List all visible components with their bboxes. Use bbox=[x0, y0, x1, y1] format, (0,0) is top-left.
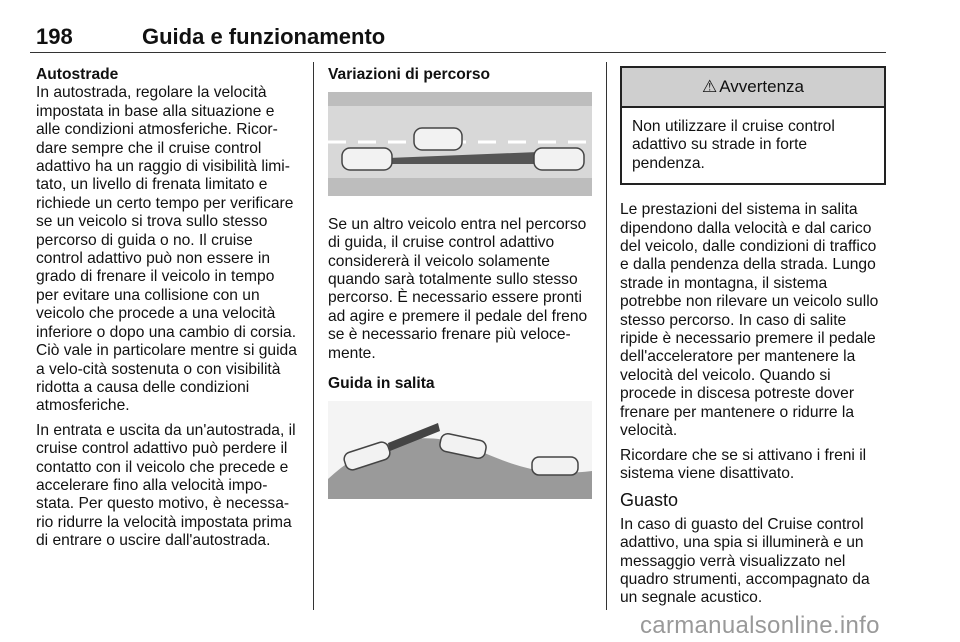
heading-variazioni: Variazioni di percorso bbox=[328, 66, 491, 83]
warning-header bbox=[622, 68, 884, 108]
section-title: Guida e funzionamento bbox=[142, 24, 386, 49]
hill-driving-illustration bbox=[328, 401, 592, 499]
heading-guida-in-salita: Guida in salita bbox=[328, 375, 435, 393]
paragraph-salita-1: Le prestazioni del sistema in salita dipendono dalla velocità e dal carico del veicolo, dalle condizioni di traffico e dalla pendenza della strada. Lungo strade in montagna, il sistema potrebbe non rilevare un veicolo sullo stesso percorso. In caso di salite ripide è necessario premere il pedale dell'acceleratore per mantenere la velocità del veicolo. Quando si procede in discesa potreste dover frenare per mantenere o ridurre la velocità. bbox=[620, 201, 879, 440]
column-middle bbox=[328, 66, 592, 519]
page-header bbox=[30, 24, 890, 52]
column-left bbox=[36, 66, 300, 557]
heading-guasto: Guasto bbox=[620, 490, 679, 511]
lane-change-illustration bbox=[328, 92, 592, 196]
page-number: 198 bbox=[36, 24, 73, 49]
heading-autostrade: Autostrade bbox=[36, 66, 119, 83]
paragraph-variazioni: Se un altro veicolo entra nel percorso di guida, il cruise control adattivo considererà il veicolo solamente quando sarà totalmente sullo stesso percorso. È necessario essere pronti ad agire e premere il pedale del freno se è necessario frenare più veloce-mente. bbox=[328, 215, 588, 362]
column-divider-1 bbox=[313, 62, 314, 610]
paragraph-autostrade-1: In autostrada, regolare la velocità impostata in base alla situazione e alle condizioni atmosferiche. Ricor-dare sempre che il cruise control adattivo ha un raggio di visibilità limi-tato, un livello di frenata limitato e richiede un certo tempo per verificare se un veicolo si trova sullo stesso percorso di guida o no. Il cruise control adattivo può non essere in grado di frenare il veicolo in tempo per evitare una collisione con un veicolo che procede a una velocità inferiore o dopo una cambio di corsia. Ciò vale in particolare mentre si guida a velo-cità sostenuta o con visibilità ridotta a causa delle condizioni atmosferiche. bbox=[36, 84, 297, 415]
warning-box bbox=[620, 66, 886, 185]
paragraph-autostrade-2: In entrata e uscita da un'autostrada, il cruise control adattivo può perdere il contatto con il veicolo che precede e accelerare fino alla velocità impo-stata. Per questo motivo, è necessa-rio ridurre la velocità impostata prima di entrare o uscire dall'autostrada. bbox=[36, 421, 296, 550]
warning-triangle-icon: ⚠ bbox=[702, 76, 718, 96]
column-divider-2 bbox=[606, 62, 607, 610]
column-right bbox=[620, 66, 886, 614]
paragraph-salita-2: Ricordare che se si attivano i freni il sistema viene disattivato. bbox=[620, 446, 867, 482]
watermark: carmanualsonline.info bbox=[640, 612, 880, 639]
paragraph-guasto: In caso di guasto del Cruise control adattivo, una spia si illuminerà e un messaggio verrà visualizzato nel quadro strumenti, accompagnato da un segnale acustico. bbox=[620, 515, 870, 607]
header-rule bbox=[30, 52, 886, 53]
warning-text: Non utilizzare il cruise control adattivo su strade in forte pendenza. bbox=[632, 118, 835, 172]
warning-title: Avvertenza bbox=[719, 76, 804, 96]
